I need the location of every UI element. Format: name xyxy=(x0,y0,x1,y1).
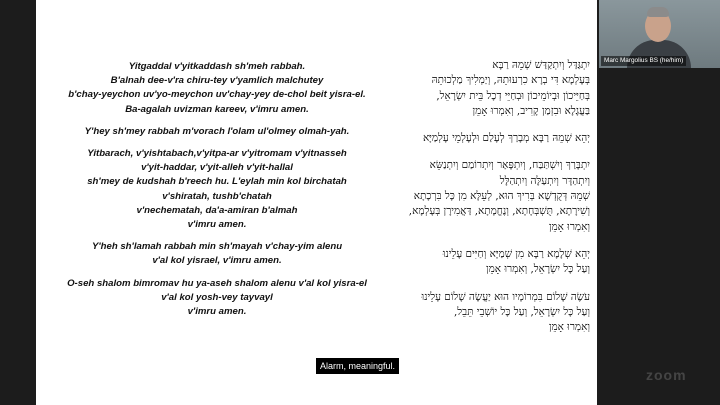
participant-hair xyxy=(647,7,669,17)
translit-line: v'nechematah, da'a-amiran b'almah xyxy=(136,204,298,216)
hebrew-line: יְהֵא שְׁלָמָא רַבָּא מִן שְׁמַיָּא וְחַיִּים עָלֵינוּ xyxy=(442,247,590,260)
translit-stanza-1 xyxy=(36,60,398,117)
translit-line: v'yit-haddar, v'yit-alleh v'yit-hallal xyxy=(141,162,293,174)
hebrew-line: וְעַל כָּל יִשְׂרָאֵל, וְאִמְרוּ אָמֵן xyxy=(486,263,590,276)
hebrew-line: בַּעֲגָלָא וּבִזְמַן קָרִיב, וְאִמְרוּ אָמֵן xyxy=(472,104,590,117)
hebrew-line: יְהֵא שְׁמֵהּ רַבָּא מְבָרַךְ לְעָלַם וּלְעָלְמֵי עָלְמַיָּא xyxy=(422,132,590,145)
translit-line: v'imru amen. xyxy=(187,306,247,318)
hebrew-line: עֹשֶׂה שָׁלוֹם בִּמְרוֹמָיו הוּא יַעֲשֶׂה שָׁלוֹם עָלֵינוּ xyxy=(421,290,590,303)
translit-line: v'imru amen. xyxy=(187,219,247,231)
translit-line: O-seh shalom bimromav hu ya-aseh shalom alenu v'al kol yisra-el xyxy=(67,277,367,289)
hebrew-line: יִתְבָּרַךְ וְיִשְׁתַּבַּח, וְיִתְפָּאַר וְיִתְרוֹמַם וְיִתְנַשֵּׂא xyxy=(429,159,590,172)
translit-line: Yitbarach, v'yishtabach,v'yitpa-ar v'yitromam v'yitnasseh xyxy=(87,148,347,160)
translit-line: v'al kol yisrael, v'imru amen. xyxy=(152,255,282,267)
translit-line: v'shiratah, tushb'chatah xyxy=(162,190,272,202)
hebrew-line: שְׁמֵהּ דְּקֻדְשָׁא בְּרִיךְ הוּא, לְעֵלָּא מִן כָּל בִּרְכָתָא xyxy=(413,190,590,203)
hebrew-line: וְשִׁירָתָא, תֻּשְׁבְּחָתָא, וְנֶחֱמָתָא, דַּאֲמִירָן בְּעָלְמָא, xyxy=(408,205,590,218)
hebrew-line: וְעַל כָּל יִשְׂרָאֵל, וְעַל כָּל יוֹשְׁבֵי תֵּבֵל, xyxy=(453,305,590,318)
translit-stanza-5 xyxy=(36,277,398,320)
hebrew-line: בְּעָלְמָא דִּי בְרָא כִרְעוּתֵהּ, וְיַמְלִיךְ מַלְכוּתֵהּ xyxy=(431,74,590,87)
hebrew-stanza-2 xyxy=(404,131,590,146)
translit-line: Y'heh sh'lamah rabbah min sh'mayah v'chay-yim alenu xyxy=(91,241,343,253)
participant-video-tile[interactable] xyxy=(599,0,720,68)
hebrew-line: יִתְגַּדַּל וְיִתְקַדַּשׁ שְׁמֵהּ רַבָּא xyxy=(492,59,590,71)
translit-stanza-3 xyxy=(36,147,398,232)
hebrew-stanza-3 xyxy=(404,158,590,234)
translit-line: v'al kol yosh-vey tayvayl xyxy=(161,291,273,303)
shared-screen-slide xyxy=(36,0,597,405)
zoom-watermark: zoom xyxy=(646,367,687,383)
transliteration-column xyxy=(36,60,398,327)
translit-line: Ba-agalah uvizman kareev, v'imru amen. xyxy=(125,103,309,115)
live-caption: Alarm, meaningful. xyxy=(316,358,399,374)
hebrew-stanza-4 xyxy=(404,247,590,278)
translit-line: B'alnah dee-v'ra chiru-tey v'yamlich malchutey xyxy=(110,75,324,87)
participant-name-label: Marc Margolius BS (he/him) xyxy=(601,56,686,66)
translit-line: sh'mey de kudshah b'reech hu. L'eylah min kol birchatah xyxy=(87,176,347,188)
translit-line: b'chay-yeychon uv'yo-meychon uv'chay-yey de-chol beit yisra-el. xyxy=(68,89,366,101)
hebrew-line: בְּחַיֵּיכוֹן וּבְיוֹמֵיכוֹן וּבְחַיֵּי דְכָל בֵּית יִשְׂרָאֵל, xyxy=(436,89,590,102)
hebrew-line: וְאִמְרוּ אָמֵן xyxy=(548,321,590,334)
translit-stanza-4 xyxy=(36,240,398,268)
hebrew-stanza-1 xyxy=(404,58,590,119)
hebrew-column xyxy=(404,58,590,347)
hebrew-line: וְאִמְרוּ אָמֵן xyxy=(548,220,590,233)
translit-line: Y'hey sh'mey rabbah m'vorach l'olam ul'olmey olmah-yah. xyxy=(84,125,350,137)
translit-line: Yitgaddal v'yitkaddash sh'meh rabbah. xyxy=(128,61,306,72)
hebrew-line: וְיִתְהַדָּר וְיִתְעַלֶּה וְיִתְהַלָּל xyxy=(499,174,590,187)
hebrew-stanza-5 xyxy=(404,290,590,336)
translit-stanza-2 xyxy=(36,125,398,139)
